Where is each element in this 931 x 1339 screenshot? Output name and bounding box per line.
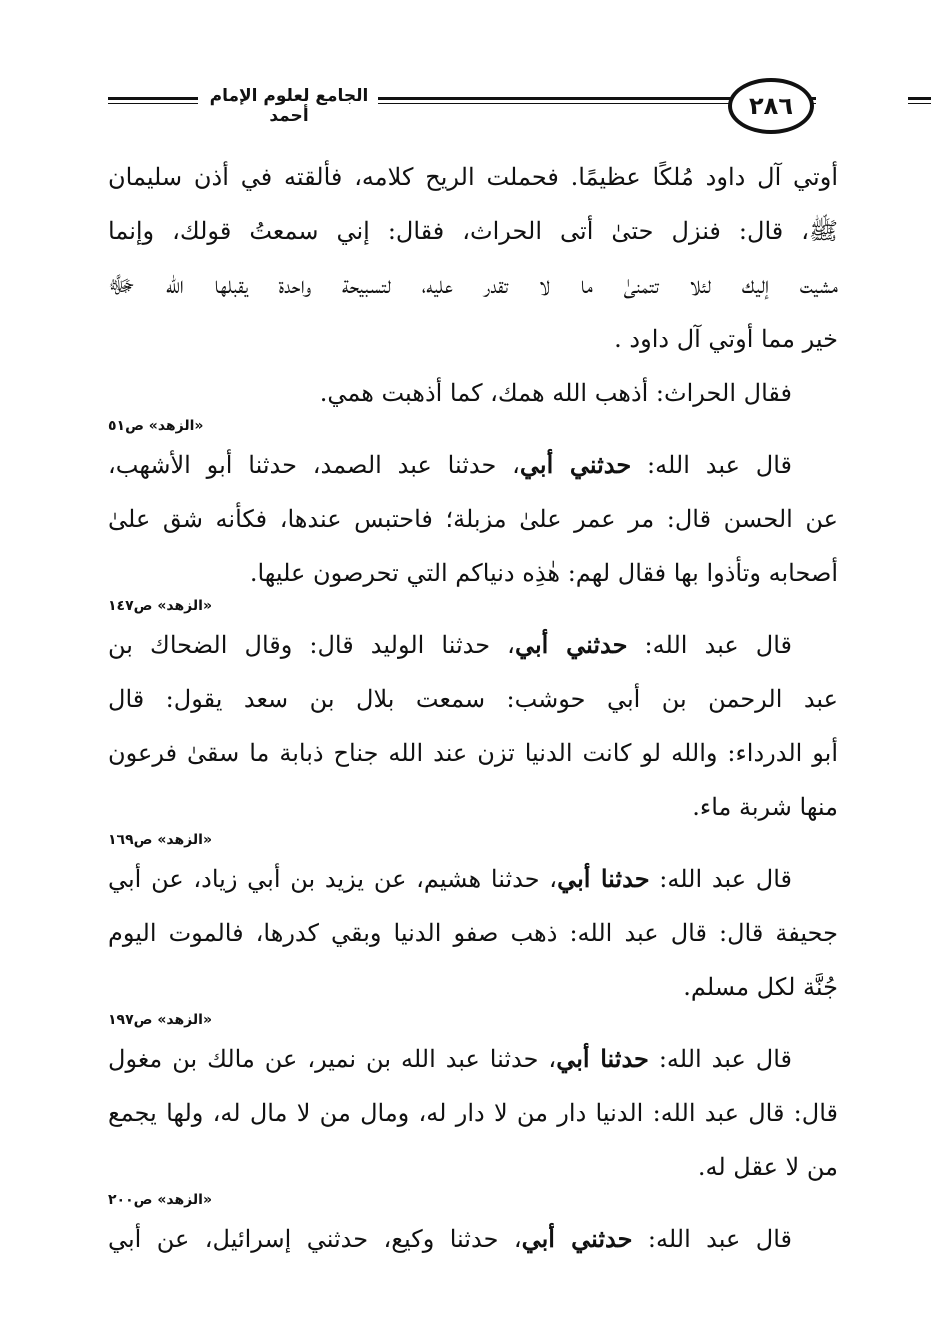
book-title: الجامع لعلوم الإمام أحمد (209, 86, 369, 126)
running-header (108, 74, 838, 132)
text-line (108, 852, 838, 906)
text-line: عن الحسن قال: مر عمر علىٰ مزبلة؛ فاحتبس عندها، فكأنه شق علىٰ (108, 505, 838, 533)
narrator-bold: حدثني أبي (514, 630, 628, 659)
text-line: قال: قال عبد الله: الدنيا دار من لا دار له، ومال من لا مال له، ولها يجمع (108, 1099, 838, 1127)
text-line (108, 1032, 838, 1086)
text-line (108, 1212, 838, 1266)
text-span: ، حدثنا هشيم، عن يزيد بن أبي زياد، عن أبي (108, 865, 558, 893)
page-body (108, 150, 838, 1266)
header-rule-right (908, 97, 931, 104)
text-span: قال عبد الله: (627, 631, 792, 659)
text-line: من لا عقل له. (697, 1153, 838, 1181)
text-span: ، حدثنا وكيع، حدثني إسرائيل، عن أبي (108, 1225, 522, 1253)
text-span: قال عبد الله: (649, 865, 792, 893)
text-line: ﷺ، قال: فنزل حتىٰ أتى الحراث، فقال: إني سمعتُ قولك، وإنما (108, 217, 838, 245)
text-span: ، حدثنا عبد الله بن نمير، عن مالك بن مغول (108, 1045, 557, 1073)
text-line: جحيفة قال: قال عبد الله: ذهب صفو الدنيا وبقي كدرها، فالموت اليوم (108, 919, 838, 947)
text-line: منها شربة ماء. (692, 793, 838, 821)
source-reference: «الزهد» ص١٦٩ (108, 832, 212, 848)
text-line: خير مما أوتي آل داود . (614, 325, 838, 353)
text-line: أصحابه وتأذوا بها فقال لهم: هٰذِه دنياكم التي تحرصون عليها. (249, 559, 838, 587)
text-line: أوتي آل داود مُلكًا عظيمًا. فحملت الريح كلامه، فألقته في أذن سليمان (108, 163, 838, 191)
text-span: ، حدثنا عبد الصمد، حدثنا أبو الأشهب، (108, 451, 520, 479)
text-line: أبو الدرداء: والله لو كانت الدنيا تزن عند الله جناح ذبابة ما سقىٰ فرعون (108, 739, 838, 767)
text-span: قال عبد الله: (631, 451, 792, 479)
text-span: قال عبد الله: (648, 1045, 793, 1073)
text-line: عبد الرحمن بن أبي حوشب: سمعت بلال بن سعد يقول: قال (108, 685, 838, 713)
source-reference: «الزهد» ص١٤٧ (108, 598, 212, 614)
source-reference: «الزهد» ص٥١ (108, 418, 204, 434)
text-line: جُنَّة لكل مسلم. (683, 973, 838, 1001)
text-span: ، حدثنا الوليد قال: وقال الضحاك بن (108, 631, 515, 659)
header-rule-left (108, 97, 198, 104)
text-span: قال عبد الله: (632, 1225, 792, 1253)
narrator-bold: حدثنا أبي (556, 1044, 649, 1073)
narrator-bold: حدثنا أبي (557, 864, 650, 893)
page-number: ٢٨٦ (728, 78, 814, 134)
source-reference: «الزهد» ص١٩٧ (108, 1012, 212, 1028)
text-line: مشيت إليك لئلا تتمنىٰ ما لا تقدر عليه، لتسبيحة واحدة يقبلها الله ﷻ (108, 271, 838, 299)
text-line (108, 618, 838, 672)
text-line: فقال الحراث: أذهب الله همك، كما أذهبت همي. (319, 379, 792, 407)
narrator-bold: حدثني أبي (519, 450, 632, 479)
source-reference: «الزهد» ص٢٠٠ (108, 1192, 212, 1208)
narrator-bold: حدثني أبي (521, 1224, 633, 1253)
text-line (108, 438, 838, 492)
